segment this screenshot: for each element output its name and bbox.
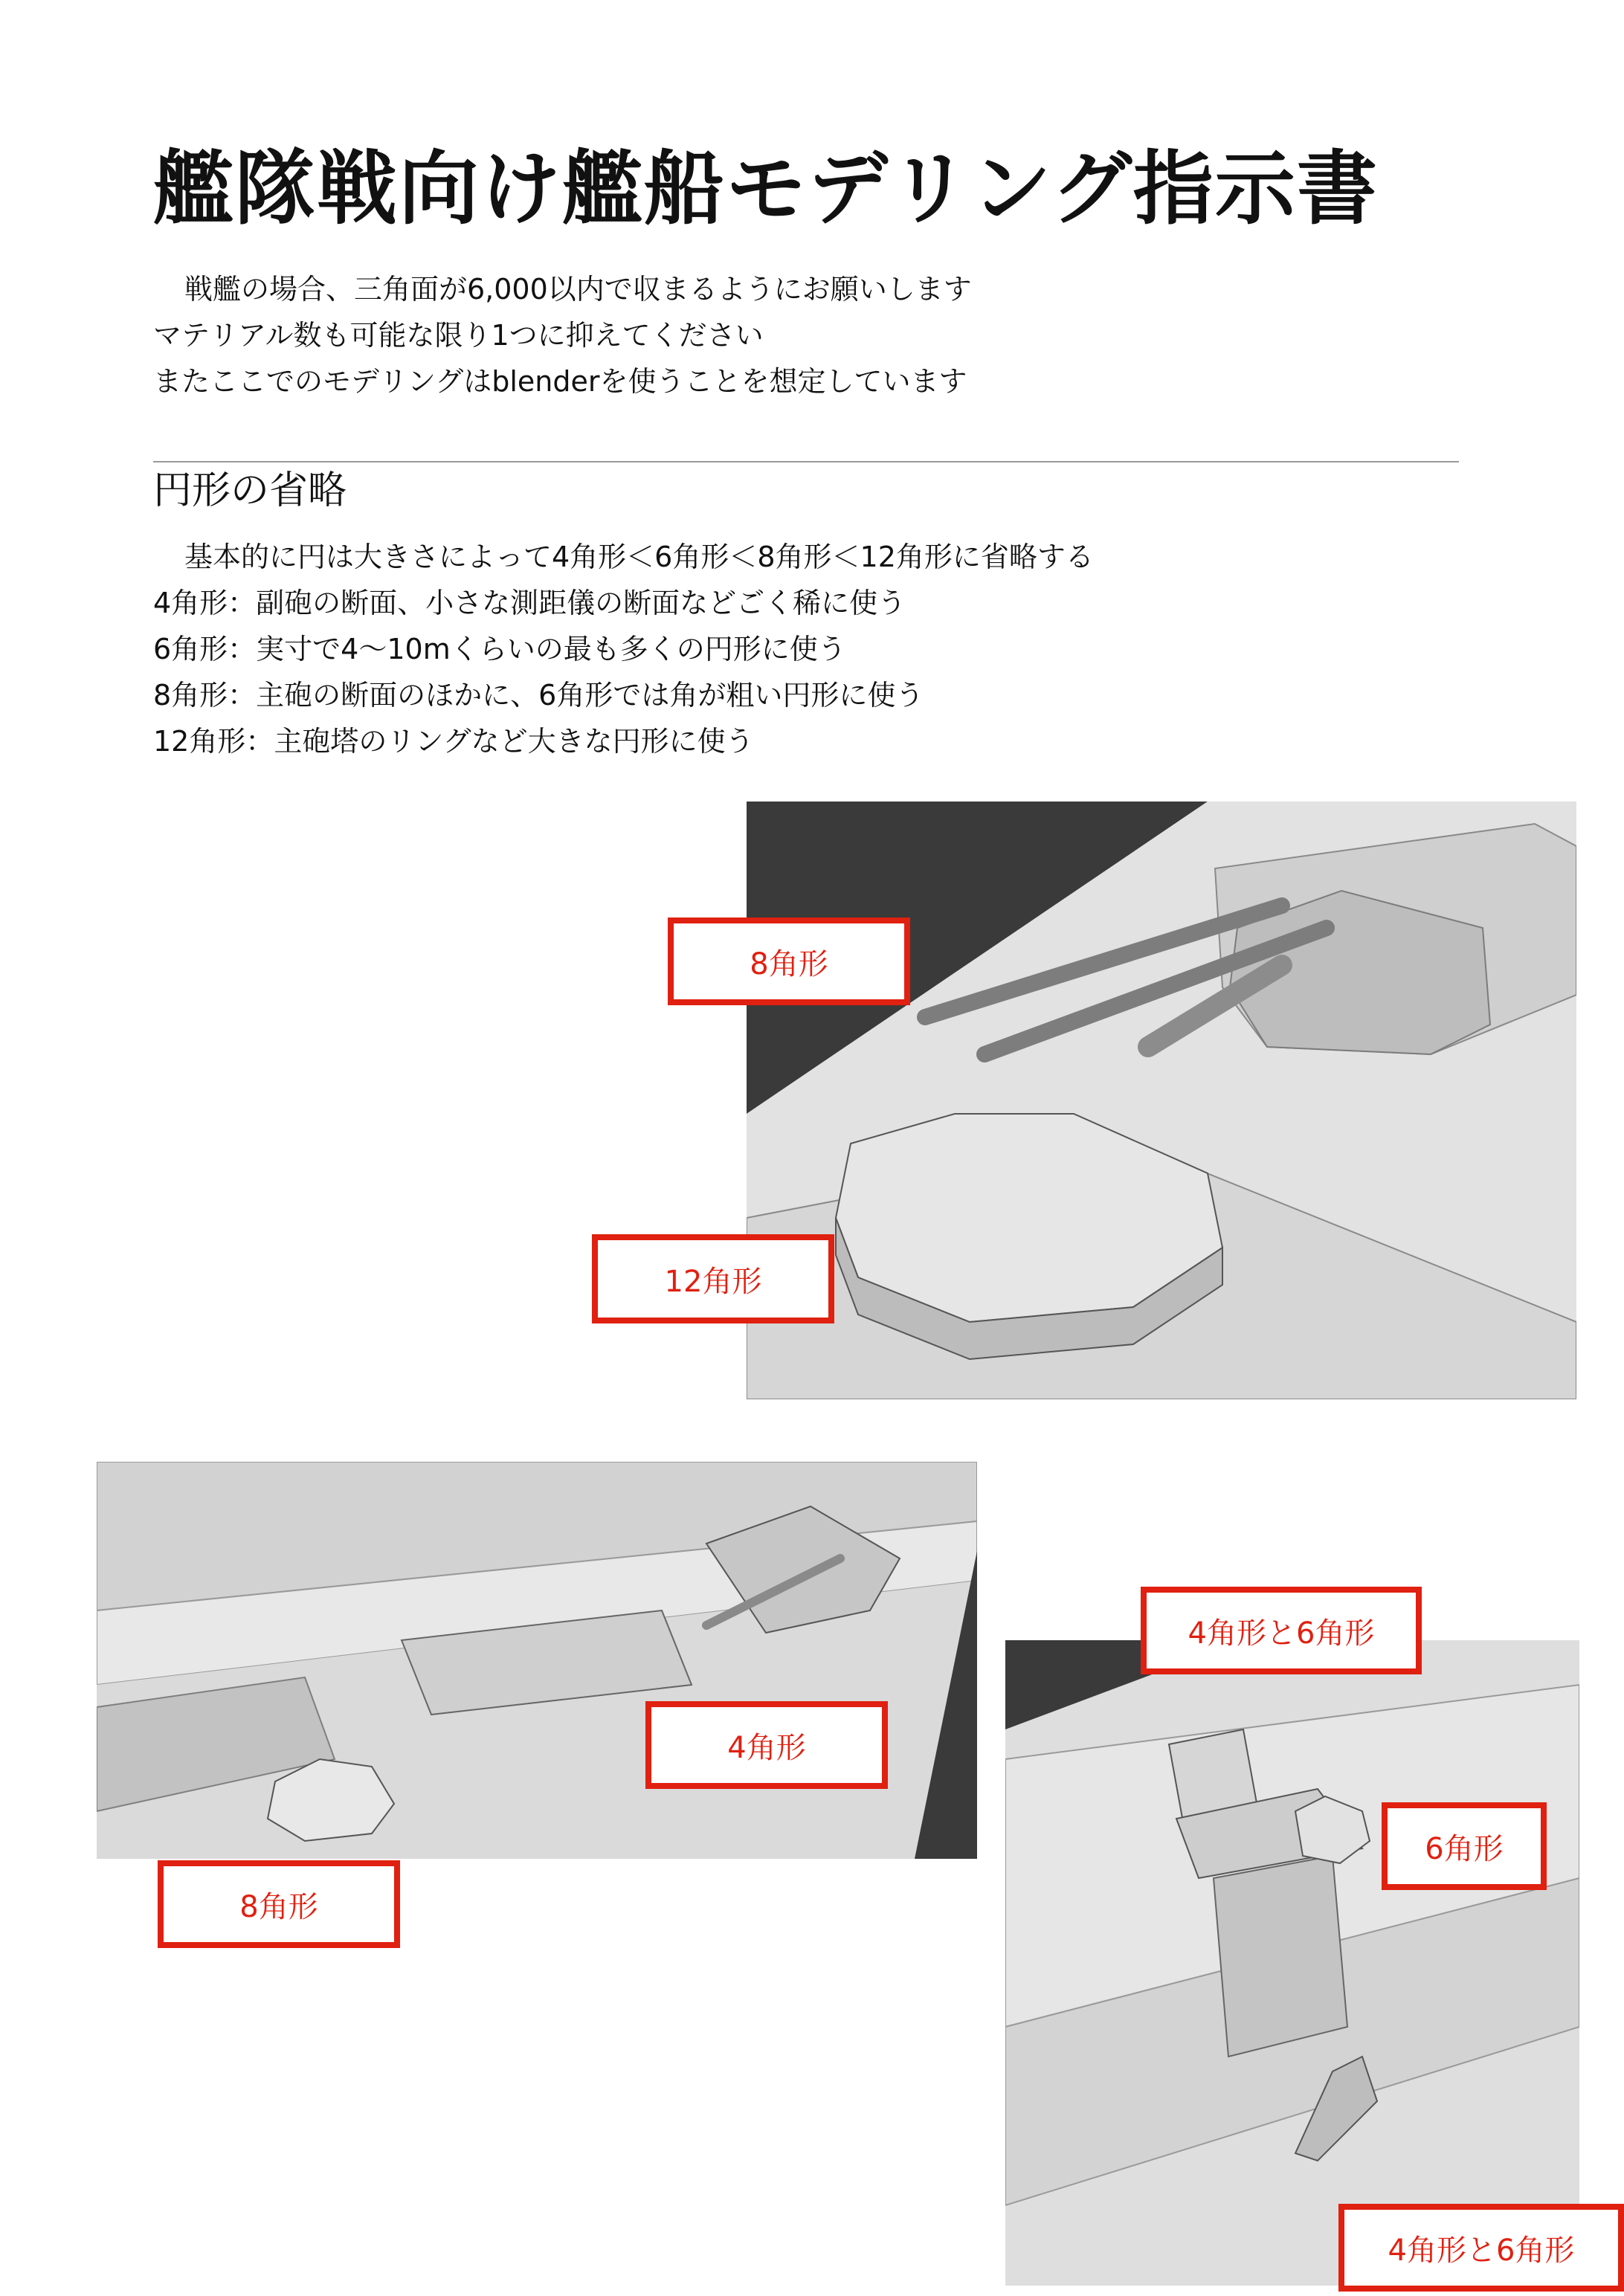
section-heading: 円形の省略 bbox=[153, 468, 347, 513]
section-divider bbox=[153, 461, 1459, 462]
render-deck-image bbox=[97, 1462, 977, 1859]
body-line: 4角形：副砲の断面、小さな測距儀の断面などごく稀に使う bbox=[153, 587, 906, 619]
body-line: 12角形：主砲塔のリングなど大きな円形に使う bbox=[153, 725, 754, 758]
intro-line: 戦艦の場合、三角面が6,000以内で収まるようにお願いします bbox=[184, 273, 972, 306]
callout-8-gon: 8角形 bbox=[668, 918, 910, 1005]
render-superstructure bbox=[1005, 1640, 1579, 2286]
callout-4-and-6-gon: 4角形と6角形 bbox=[1338, 2204, 1624, 2292]
intro-text bbox=[153, 266, 972, 404]
intro-line: マテリアル数も可能な限り1つに抑えてください bbox=[153, 319, 764, 352]
render-deck bbox=[97, 1462, 977, 1859]
body-line: 6角形：実寸で4〜10mくらいの最も多くの円形に使う bbox=[153, 633, 846, 665]
render-main-turret-image bbox=[747, 802, 1576, 1399]
body-line: 基本的に円は大きさによって4角形＜6角形＜8角形＜12角形に省略する bbox=[184, 541, 1094, 573]
callout-8-gon: 8角形 bbox=[158, 1860, 400, 1948]
intro-line: またここでのモデリングはblenderを使うことを想定しています bbox=[153, 365, 967, 398]
callout-4-gon: 4角形 bbox=[645, 1701, 888, 1789]
callout-6-gon: 6角形 bbox=[1382, 1802, 1547, 1890]
render-main-turret bbox=[747, 802, 1576, 1399]
callout-4-and-6-gon: 4角形と6角形 bbox=[1141, 1587, 1422, 1674]
page-title: 艦隊戦向け艦船モデリング指示書 bbox=[153, 143, 1379, 236]
body-line: 8角形：主砲の断面のほかに、6角形では角が粗い円形に使う bbox=[153, 679, 924, 712]
callout-12-gon: 12角形 bbox=[592, 1234, 834, 1323]
render-superstructure-image bbox=[1005, 1640, 1579, 2286]
section-body bbox=[153, 534, 1094, 764]
